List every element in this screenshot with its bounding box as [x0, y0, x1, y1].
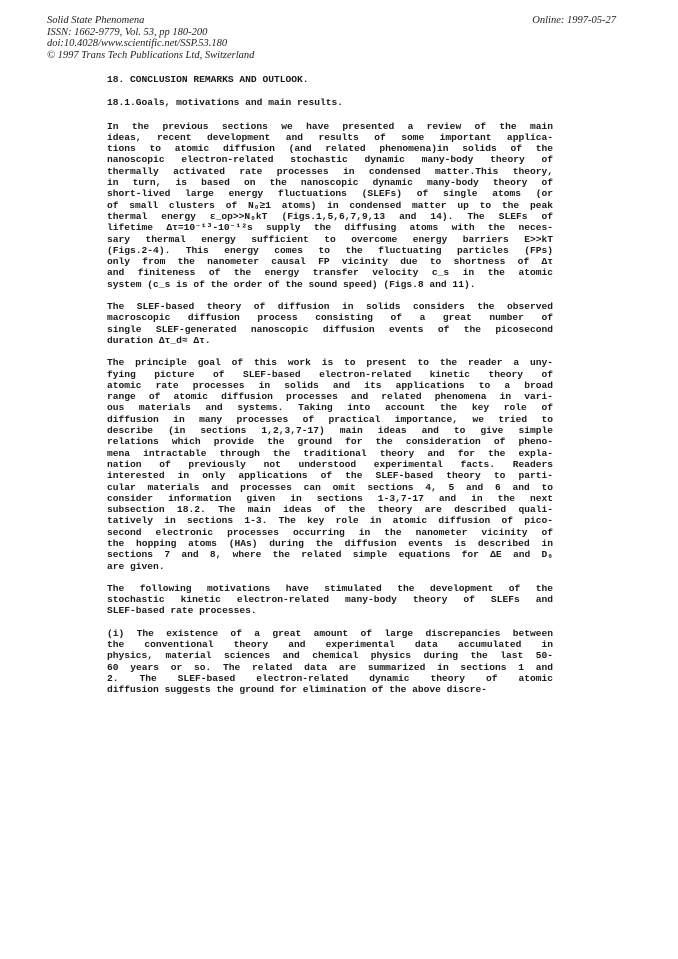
text-line: sary thermal energy sufficient to overcome energy barriers E>>kT: [107, 233, 553, 245]
text-line: (i) The existence of a great amount of large discrepancies between: [107, 627, 553, 639]
subsection-title: 18.1.Goals, motivations and main results.: [107, 97, 344, 109]
text-line: the hopping atoms (HAs) during the diffusion events is described in: [107, 537, 553, 549]
text-line: fying picture of SLEF-based electron-related kinetic theory of: [107, 368, 553, 380]
text-line: only from the nanometer causal FP vicinity due to shortness of Δτ: [107, 256, 553, 268]
text-line: subsection 18.2. The main ideas of the theory are described quali-: [107, 504, 553, 516]
text-line: tions to atomic diffusion (and related phenomena)in solids of the: [107, 143, 553, 155]
text-line: mena intractable through the traditional theory and for the expla-: [107, 447, 553, 459]
text-line: thermally activated rate processes in condensed matter.This theory,: [107, 165, 553, 177]
text-line: the conventional theory and experimental data accumulated in: [107, 639, 553, 651]
text-line: range of atomic diffusion processes and related phenomena in vari-: [107, 391, 553, 403]
text-line: second electronic processes occurring in the nanometer vicinity of: [107, 526, 553, 538]
text-line: of small clusters of N₀≥1 atoms) in condensed matter up to the peak: [107, 199, 553, 211]
text-line: 60 years or so. The related data are summarized in sections 1 and: [107, 661, 553, 673]
text-line: lifetime Δτ=10⁻¹³-10⁻¹²s supply the diffusing atoms with the neces-: [107, 222, 553, 234]
text-line: in turn, is based on the nanoscopic dynamic many-body theory of: [107, 177, 553, 189]
text-line: thermal energy ε_op>>N₀kT (Figs.1,5,6,7,9,13 and 14). The SLEFs of: [107, 210, 553, 222]
paragraph-5: [107, 628, 553, 696]
text-line: physics, material sciences and chemical physics during the last 50-: [107, 650, 553, 662]
text-line: short-lived large energy fluctuations (SLEFs) of single atoms (or: [107, 188, 553, 200]
paper-body: [107, 74, 553, 707]
text-line: (Figs.2-4). This energy comes to the fluctuating particles (FPs): [107, 244, 553, 256]
text-line: The SLEF-based theory of diffusion in solids considers the observed: [107, 301, 553, 313]
paragraph-4: [107, 583, 553, 617]
text-line: single SLEF-generated nanoscopic diffusion events of the picosecond: [107, 323, 553, 335]
text-line: consider information given in sections 1-3,7-17 and in the next: [107, 492, 553, 504]
text-line: tatively in sections 1-3. The key role in atomic diffusion of pico-: [107, 515, 553, 527]
text-line: and finiteness of the energy transfer velocity c_s in the atomic: [107, 267, 553, 279]
text-line: ous materials and systems. Taking into account the key role of: [107, 402, 553, 414]
text-line: SLEF-based rate processes.: [107, 605, 257, 617]
text-line: sections 7 and 8, where the related simple equations for ΔE and D₀: [107, 549, 553, 561]
copyright-line: © 1997 Trans Tech Publications Ltd, Switzerland: [47, 49, 255, 61]
text-line: are given.: [107, 560, 165, 572]
text-line: The principle goal of this work is to present to the reader a uny-: [107, 357, 553, 369]
issn-line: ISSN: 1662-9779, Vol. 53, pp 180-200: [47, 26, 208, 38]
paragraph-2: [107, 301, 553, 346]
text-line: atomic rate processes in solids and its applications to a broad: [107, 379, 553, 391]
text-line: diffusion in many processes of practical importance, we tried to: [107, 413, 553, 425]
text-line: relations which provide the ground for the consideration of pheno-: [107, 436, 553, 448]
text-line: interested in only applications of the SLEF-based theory to parti-: [107, 470, 553, 482]
text-line: diffusion suggests the ground for elimination of the above discre-: [107, 684, 487, 696]
text-line: In the previous sections we have presented a review of the main: [107, 120, 553, 132]
online-date: Online: 1997-05-27: [532, 15, 616, 26]
text-line: nanoscopic electron-related stochastic dynamic many-body theory of: [107, 154, 553, 166]
text-line: macroscopic diffusion process consisting of a great number of: [107, 312, 553, 324]
journal-header: [47, 15, 254, 61]
text-line: stochastic kinetic electron-related many-body theory of SLEFs and: [107, 594, 553, 606]
text-line: ideas, recent development and results of some important applica-: [107, 131, 553, 143]
text-line: describe (in sections 1,2,3,7-17) main ideas and to give simple: [107, 425, 553, 437]
text-line: cular materials and processes can omit sections 4, 5 and 6 and to: [107, 481, 553, 493]
text-line: nation of previously not understood experimental facts. Readers: [107, 458, 553, 470]
text-line: system (c_s is of the order of the sound speed) (Figs.8 and 11).: [107, 278, 476, 290]
journal-name: Solid State Phenomena: [47, 15, 145, 26]
text-line: duration Δτ_d≈ Δτ.: [107, 334, 211, 346]
section-title: 18. CONCLUSION REMARKS AND OUTLOOK.: [107, 74, 309, 85]
text-line: The following motivations have stimulated the development of the: [107, 582, 553, 594]
text-line: 2. The SLEF-based electron-related dynamic theory of atomic: [107, 672, 553, 684]
doi-line: doi:10.4028/www.scientific.net/SSP.53.180: [47, 38, 228, 49]
paragraph-3: [107, 357, 553, 572]
paragraph-1: [107, 121, 553, 290]
